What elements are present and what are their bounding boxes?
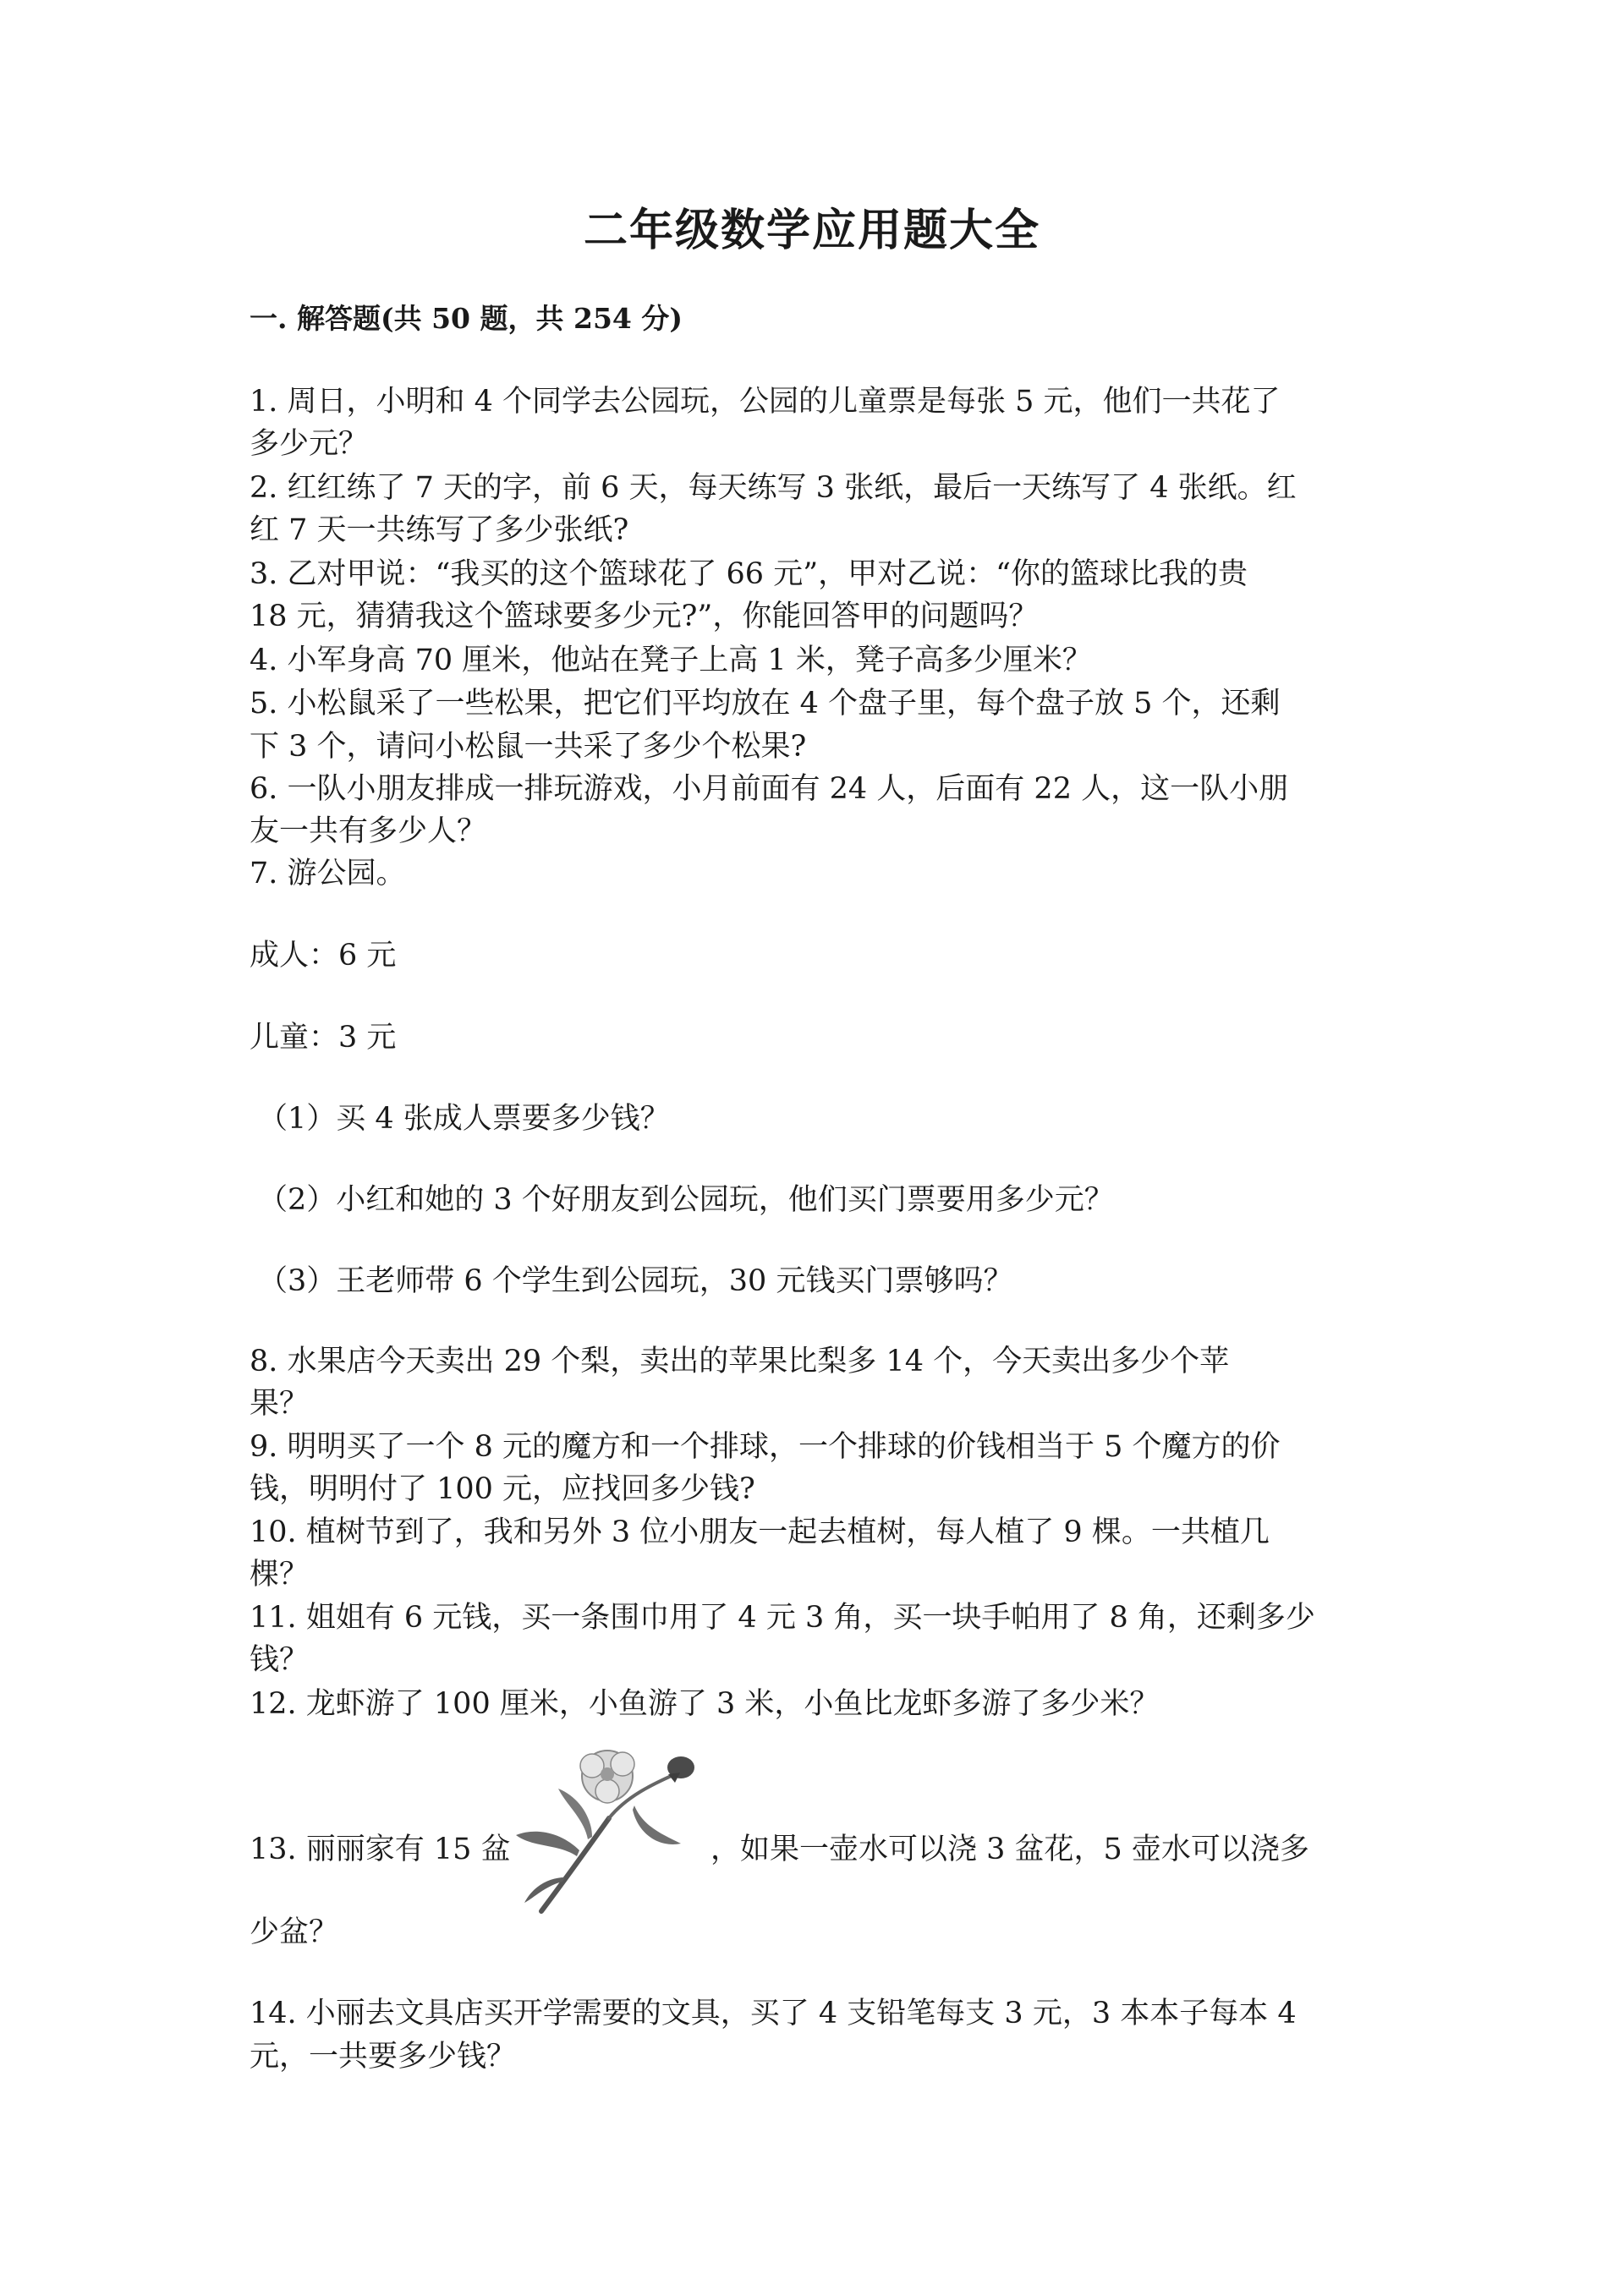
- question-12-line-1: 12. 龙虾游了 100 厘米，小鱼游了 3 米，小鱼比龙虾多游了多少米？: [250, 1687, 1160, 1721]
- question-3-line-1: 3. 乙对甲说：“我买的这个篮球花了 66 元”，甲对乙说：“你的篮球比我的贵: [250, 557, 1248, 591]
- question-8-line-1: 8. 水果店今天卖出 29 个梨，卖出的苹果比梨多 14 个，今天卖出多少个苹: [250, 1345, 1230, 1378]
- question-13-line-1-start: 13. 丽丽家有 15 盆: [250, 1833, 511, 1866]
- question-2-line-2: 红 7 天一共练写了多少张纸?: [250, 513, 629, 547]
- question-9-line-1: 9. 明明买了一个 8 元的魔方和一个排球，一个排球的价钱相当于 5 个魔方的价: [250, 1430, 1281, 1464]
- question-8-line-2: 果？: [250, 1387, 310, 1421]
- question-10-line-2: 棵？: [250, 1558, 310, 1592]
- question-7-adult-price: 成人：6 元: [250, 939, 397, 973]
- question-2-line-1: 2. 红红练了 7 天的字，前 6 天，每天练写 3 张纸，最后一天练写了 4 张纸。红: [250, 471, 1297, 505]
- question-13-line-1-end: ，如果一壶水可以浇 3 盆花，5 壶水可以浇多: [710, 1833, 1309, 1866]
- question-10-line-1: 10. 植树节到了，我和另外 3 位小朋友一起去植树，每人植了 9 棵。一共植几: [250, 1515, 1270, 1549]
- question-9-line-2: 钱，明明付了 100 元，应找回多少钱?: [250, 1472, 755, 1506]
- question-14-line-1: 14. 小丽去文具店买开学需要的文具，买了 4 支铅笔每支 3 元，3 本本子每本 4: [250, 1997, 1297, 2030]
- question-11-line-1: 11. 姐姐有 6 元钱，买一条围巾用了 4 元 3 角，买一块手帕用了 8 角，还剩多少: [250, 1601, 1315, 1635]
- question-11-line-2: 钱？: [250, 1643, 310, 1677]
- question-13-line-2: 少盆？: [250, 1915, 339, 1949]
- question-7-part-3: （3）王老师带 6 个学生到公园玩，30 元钱买门票够吗？: [258, 1264, 1013, 1298]
- question-6-line-1: 6. 一队小朋友排成一排玩游戏，小月前面有 24 人，后面有 22 人，这一队小朋: [250, 772, 1289, 806]
- question-14-line-2: 元，一共要多少钱？: [250, 2040, 517, 2074]
- question-4-line-1: 4. 小军身高 70 厘米，他站在凳子上高 1 米，凳子高多少厘米？: [250, 644, 1092, 677]
- flower-icon: [508, 1725, 702, 1920]
- question-7-part-1: （1）买 4 张成人票要多少钱？: [258, 1102, 670, 1136]
- question-7-part-2: （2）小红和她的 3 个好朋友到公园玩，他们买门票要用多少元？: [258, 1183, 1114, 1217]
- question-6-line-2: 友一共有多少人？: [250, 814, 487, 848]
- question-5-line-2: 下 3 个，请问小松鼠一共采了多少个松果?: [250, 730, 807, 764]
- section-heading: 一. 解答题(共 50 题，共 254 分): [250, 302, 683, 335]
- question-3-line-2: 18 元，猜猜我这个篮球要多少元?”，你能回答甲的问题吗？: [250, 600, 1039, 633]
- question-7-child-price: 儿童：3 元: [250, 1021, 397, 1055]
- question-5-line-1: 5. 小松鼠采了一些松果，把它们平均放在 4 个盘子里，每个盘子放 5 个，还剩: [250, 687, 1281, 721]
- question-1-line-1: 1. 周日，小明和 4 个同学去公园玩，公园的儿童票是每张 5 元，他们一共花了: [250, 385, 1281, 419]
- question-1-line-2: 多少元？: [250, 427, 369, 461]
- page-title: 二年级数学应用题大全: [583, 205, 1040, 256]
- question-7-title: 7. 游公园。: [250, 857, 406, 890]
